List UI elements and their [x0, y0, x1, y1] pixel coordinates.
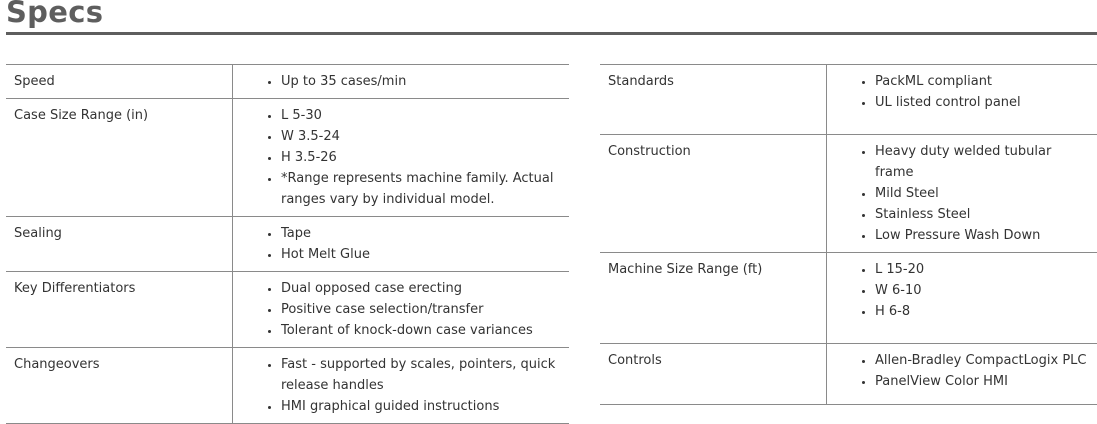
spec-values — [233, 65, 570, 99]
spec-values — [233, 217, 570, 272]
spec-value: • Up to 35 cases/min — [281, 71, 561, 92]
spec-label: Construction — [600, 135, 827, 253]
spec-value: • L 15-20 — [875, 259, 1089, 280]
spec-label: Changeovers — [6, 348, 233, 424]
spec-row-standards — [600, 65, 1097, 135]
spec-values — [827, 253, 1097, 344]
specs-table-left — [6, 64, 569, 424]
spec-value: • W 6-10 — [875, 280, 1089, 301]
title-divider — [6, 32, 1097, 35]
spec-values — [827, 344, 1097, 405]
spec-values — [827, 65, 1097, 135]
spec-label: Speed — [6, 65, 233, 99]
spec-value: • UL listed control panel — [875, 92, 1089, 113]
spec-value: • *Range represents machine family. Actual ranges vary by individual model. — [281, 168, 561, 210]
spec-value: • Fast - supported by scales, pointers, quick release handles — [281, 354, 561, 396]
spec-value: • H 3.5-26 — [281, 147, 561, 168]
spec-value: • Mild Steel — [875, 183, 1089, 204]
spec-value: • L 5-30 — [281, 105, 561, 126]
spec-value: • PanelView Color HMI — [875, 371, 1089, 392]
spec-row-sealing — [6, 217, 569, 272]
spec-row-changeovers — [6, 348, 569, 424]
spec-row-case-size-range — [6, 99, 569, 217]
spec-label: Machine Size Range (ft) — [600, 253, 827, 344]
spec-value: • Tape — [281, 223, 561, 244]
spec-values — [233, 99, 570, 217]
spec-value: • H 6-8 — [875, 301, 1089, 322]
spec-row-speed — [6, 65, 569, 99]
spec-value: • Low Pressure Wash Down — [875, 225, 1089, 246]
spec-values — [233, 272, 570, 348]
spec-value: • Positive case selection/transfer — [281, 299, 561, 320]
spec-label: Standards — [600, 65, 827, 135]
spec-row-controls — [600, 344, 1097, 405]
spec-label: Key Differentiators — [6, 272, 233, 348]
spec-value: • Hot Melt Glue — [281, 244, 561, 265]
spec-row-machine-size-range — [600, 253, 1097, 344]
spec-values — [827, 135, 1097, 253]
spec-value: • Tolerant of knock-down case variances — [281, 320, 561, 341]
spec-row-key-differentiators — [6, 272, 569, 348]
spec-label: Sealing — [6, 217, 233, 272]
spec-row-construction — [600, 135, 1097, 253]
spec-values — [233, 348, 570, 424]
spec-value: • W 3.5-24 — [281, 126, 561, 147]
spec-label: Case Size Range (in) — [6, 99, 233, 217]
spec-label: Controls — [600, 344, 827, 405]
spec-value: • Allen-Bradley CompactLogix PLC — [875, 350, 1089, 371]
spec-value: • Stainless Steel — [875, 204, 1089, 225]
spec-value: • PackML compliant — [875, 71, 1089, 92]
spec-value: • HMI graphical guided instructions — [281, 396, 561, 417]
page-title: Specs — [6, 0, 103, 32]
specs-table-right — [600, 64, 1097, 405]
spec-value: • Heavy duty welded tubular frame — [875, 141, 1089, 183]
spec-value: • Dual opposed case erecting — [281, 278, 561, 299]
